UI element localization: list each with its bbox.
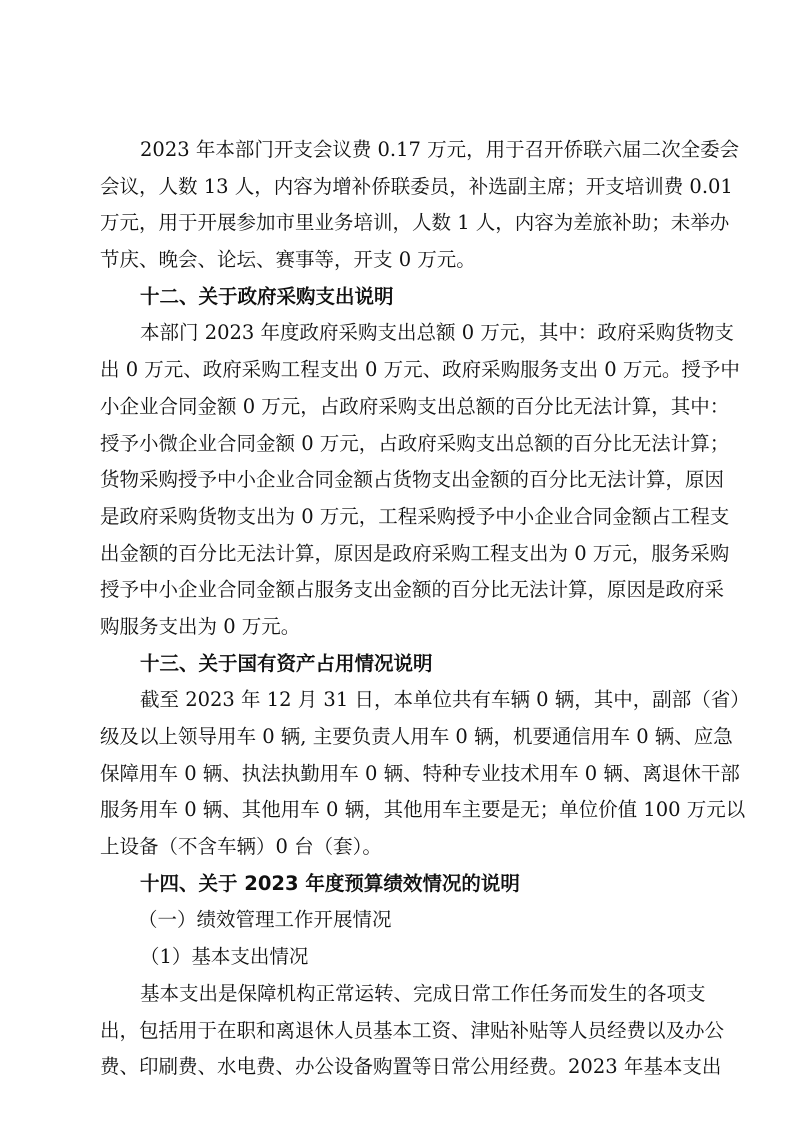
text-line: 出，包括用于在职和离退休人员基本工资、津贴补贴等人员经费以及办公 [100,1018,725,1042]
text-line: 出金额的百分比无法计算，原因是政府采购工程支出为 0 万元，服务采购 [100,541,730,565]
document-page [100,132,750,1086]
section-heading [100,279,700,316]
section-heading [100,866,700,903]
text-line: 节庆、晚会、论坛、赛事等，开支 0 万元。 [100,248,476,272]
text-line: 基本支出是保障机构正常运转、完成日常工作任务而发生的各项支 [140,981,706,1005]
text-line: 授予小微企业合同金额 0 万元，占政府采购支出总额的百分比无法计算； [100,431,730,455]
text-line: （1）基本支出情况 [140,945,309,969]
text-line: 上设备（不含车辆）0 台（套）。 [100,835,382,859]
text-line: 出 0 万元、政府采购工程支出 0 万元、政府采购服务支出 0 万元。授予中 [100,358,740,382]
text-line: 服务用车 0 辆、其他用车 0 辆，其他用车主要是无；单位价值 100 万元以 [100,798,746,822]
paragraph [100,132,740,279]
text-line: 十四、关于 2023 年度预算绩效情况的说明 [140,871,520,895]
text-line: 是政府采购货物支出为 0 万元，工程采购授予中小企业合同金额占工程支 [100,504,730,528]
text-line: 货物采购授予中小企业合同金额占货物支出金额的百分比无法计算，原因 [100,468,725,492]
paragraph [100,939,700,976]
text-line: 级及以上领导用车 0 辆, 主要负责人用车 0 辆，机要通信用车 0 辆、应急 [100,725,733,748]
paragraph [100,682,750,865]
paragraph [100,976,725,1086]
text-line: 万元，用于开展参加市里业务培训，人数 1 人，内容为差旅补助；未举办 [100,211,730,235]
text-line: 费、印刷费、水电费、办公设备购置等日常公用经费。2023 年基本支出 [100,1055,722,1079]
text-line: 保障用车 0 辆、执法执勤用车 0 辆、特种专业技术用车 0 辆、离退休干部 [100,761,740,785]
text-line: 十二、关于政府采购支出说明 [140,284,394,308]
text-line: 本部门 2023 年度政府采购支出总额 0 万元，其中：政府采购货物支 [140,321,734,345]
section-heading [100,646,700,683]
text-line: 购服务支出为 0 万元。 [100,614,301,638]
text-line: 截至 2023 年 12 月 31 日，本单位共有车辆 0 辆，其中，副部（省） [140,688,750,712]
subsection-heading [100,902,700,939]
text-line: 2023 年本部门开支会议费 0.17 万元，用于召开侨联六届二次全委会 [140,138,740,161]
text-line: （一）绩效管理工作开展情况 [138,908,392,932]
paragraph [100,315,740,645]
text-line: 授予中小企业合同金额占服务支出金额的百分比无法计算，原因是政府采 [100,578,725,602]
text-line: 会议，人数 13 人，内容为增补侨联委员，补选副主席；开支培训费 0.01 [100,174,733,198]
text-line: 小企业合同金额 0 万元，占政府采购支出总额的百分比无法计算，其中： [100,394,730,418]
text-line: 十三、关于国有资产占用情况说明 [140,651,433,675]
